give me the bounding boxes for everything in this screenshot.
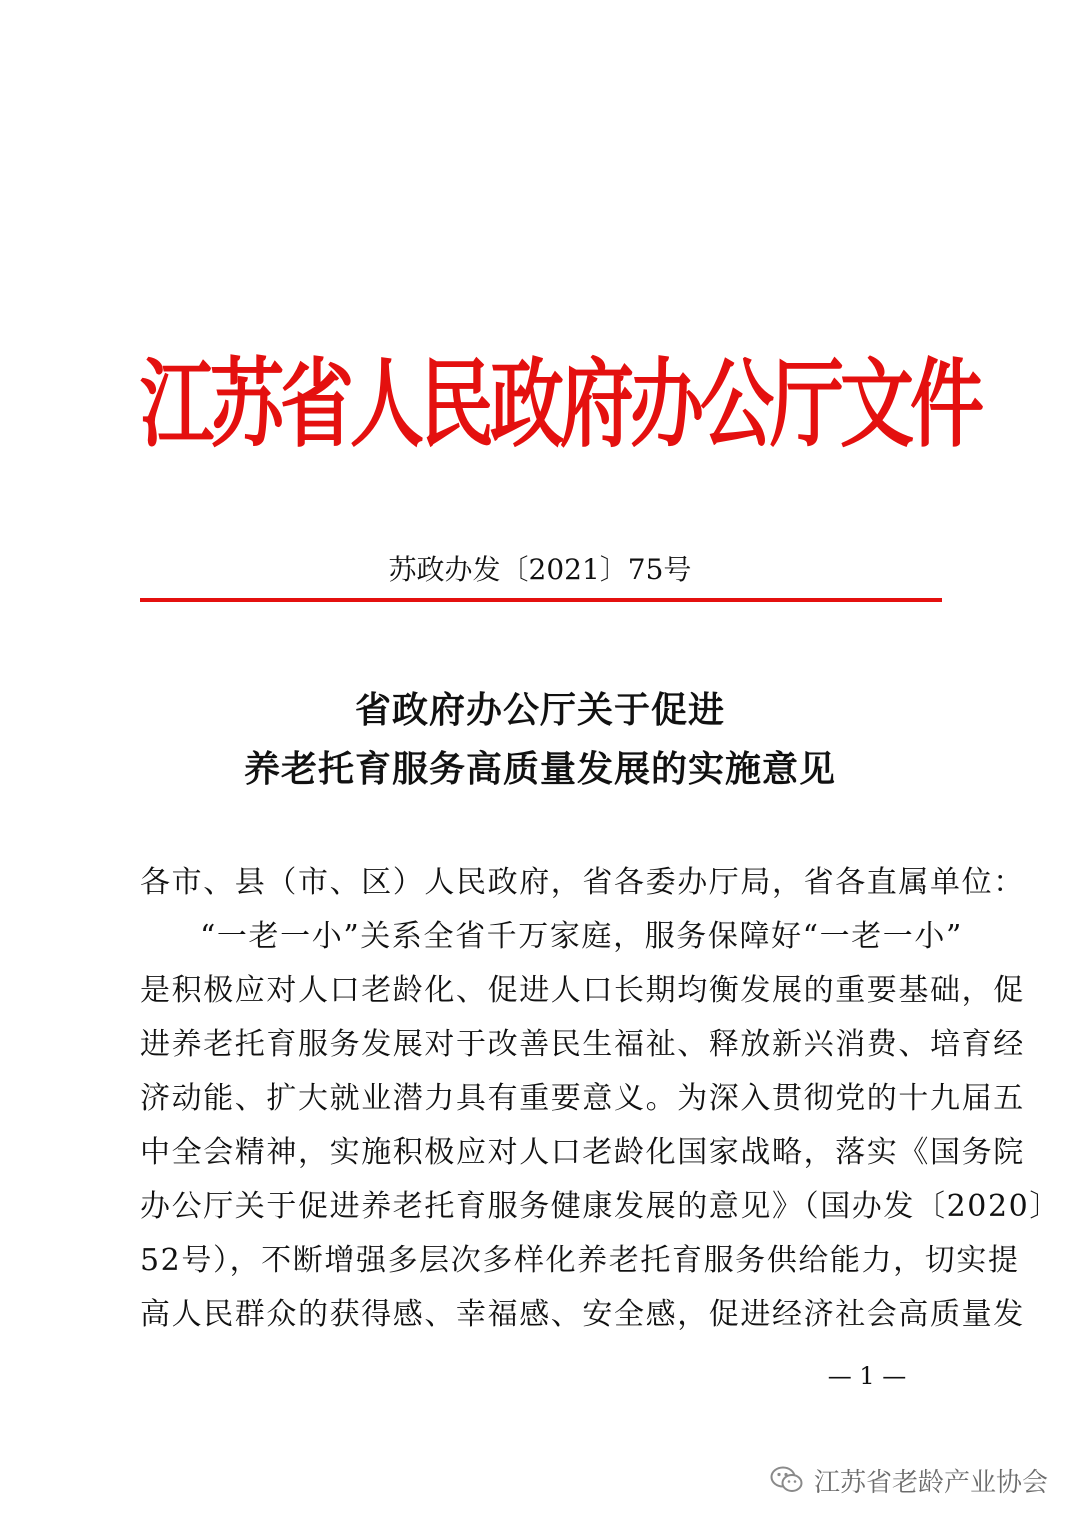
document-body	[140, 856, 1061, 1342]
body-line: 高人民群众的获得感、幸福感、安全感，促进经济社会高质量发	[140, 1297, 1025, 1332]
account-watermark	[770, 1458, 1048, 1502]
body-line: 济动能、扩大就业潜力具有重要意义。为深入贯彻党的十九届五	[140, 1081, 1025, 1116]
salutation: 各市、县（市、区）人民政府，省各委办厅局，省各直属单位：	[140, 865, 1025, 900]
body-line: 中全会精神，实施积极应对人口老龄化国家战略，落实《国务院	[140, 1135, 1025, 1170]
document-number: 苏政办发〔2021〕75号	[388, 553, 692, 586]
body-line: 52号），不断增强多层次多样化养老托育服务供给能力，切实提	[140, 1243, 1020, 1278]
page-number: — 1 —	[827, 1362, 907, 1390]
body-line: 是积极应对人口老龄化、促进人口长期均衡发展的重要基础，促	[140, 973, 1025, 1008]
document-title-line-1: 省政府办公厅关于促进	[354, 689, 725, 731]
body-line: 进养老托育服务发展对于改善民生福祉、释放新兴消费、培育经	[140, 1027, 1025, 1062]
masthead-title: 江苏省人民政府办公厅文件	[140, 349, 980, 461]
body-line: 办公厅关于促进养老托育服务健康发展的意见》（国办发〔2020〕	[140, 1189, 1061, 1224]
watermark-text: 江苏省老龄产业协会	[813, 1467, 1048, 1498]
red-divider-line	[140, 598, 942, 602]
body-line: “一老一小”关系全省千万家庭，服务保障好“一老一小”	[200, 919, 963, 954]
document-title-line-2: 养老托育服务高质量发展的实施意见	[243, 748, 836, 790]
wechat-icon	[770, 1465, 804, 1495]
